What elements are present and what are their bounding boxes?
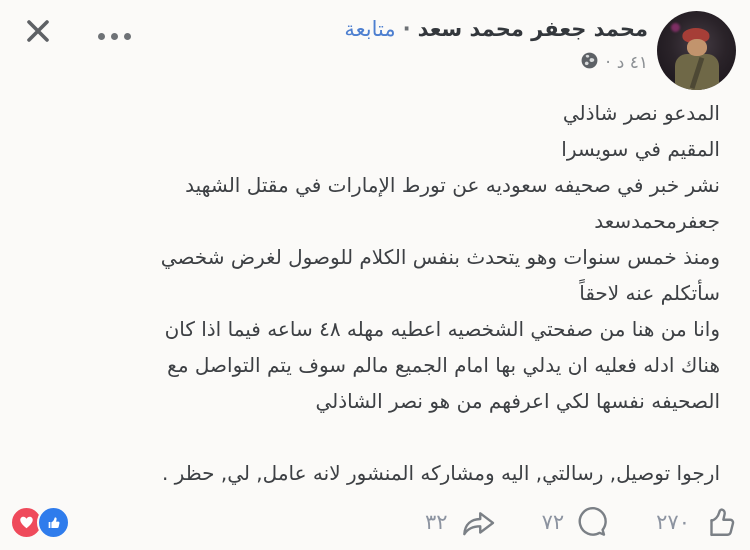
reaction-summary[interactable]: [10, 506, 70, 539]
post-text-line: الصحيفه نفسها لكي اعرفهم من هو نصر الشاذلي: [315, 389, 720, 413]
share-button[interactable]: [425, 504, 498, 540]
timestamp: ٤١ د: [616, 53, 648, 73]
header-separator: ·: [402, 17, 411, 41]
like-button[interactable]: [656, 504, 738, 540]
post-text-line: جعفرمحمدسعد: [594, 209, 720, 233]
post-text-line: المدعو نصر شاذلي: [562, 101, 720, 125]
close-icon[interactable]: [22, 15, 54, 47]
meta-separator: ·: [605, 53, 611, 73]
post-text-line: هناك ادله فعليه ان يدلي بها امام الجميع مالم سوف يتم التواصل مع: [167, 353, 720, 377]
like-count: ٢٧٠: [656, 510, 690, 534]
avatar[interactable]: [657, 11, 736, 90]
post-text-line: ومنذ خمس سنوات وهو يتحدث بنفس الكلام للوصول لغرض شخصي: [160, 245, 720, 269]
share-count: ٣٢: [425, 510, 448, 534]
like-reaction-icon: [37, 506, 70, 539]
comment-icon: [574, 504, 612, 540]
more-options-icon[interactable]: [94, 22, 135, 50]
globe-icon: [580, 51, 599, 75]
post-text-line: ارجوا توصيل, رسالتي, اليه ومشاركه المنشور لانه عامل, لي, حظر .: [161, 461, 720, 485]
post-header: [344, 16, 648, 75]
post-text-line: وانا من هنا من صفحتي الشخصيه اعطيه مهله ٤٨ ساعه فيما اذا كان: [164, 317, 720, 341]
follow-button[interactable]: متابعة: [344, 17, 396, 41]
author-name[interactable]: محمد جعفر محمد سعد: [417, 17, 648, 41]
share-icon: [458, 504, 498, 540]
post-text-blank-line: [20, 419, 720, 455]
thumbs-up-icon: [700, 504, 738, 540]
comment-count: ٧٢: [541, 510, 565, 534]
post-actions: [425, 504, 738, 540]
post-text-line: نشر خبر في صحيفه سعوديه عن تورط الإمارات في مقتل الشهيد: [185, 173, 720, 197]
post-text-line: سأتكلم عنه لاحقاً: [579, 281, 720, 305]
comment-button[interactable]: [542, 504, 613, 540]
post-text-line: المقيم في سويسرا: [561, 137, 720, 161]
post-text: [20, 95, 720, 491]
